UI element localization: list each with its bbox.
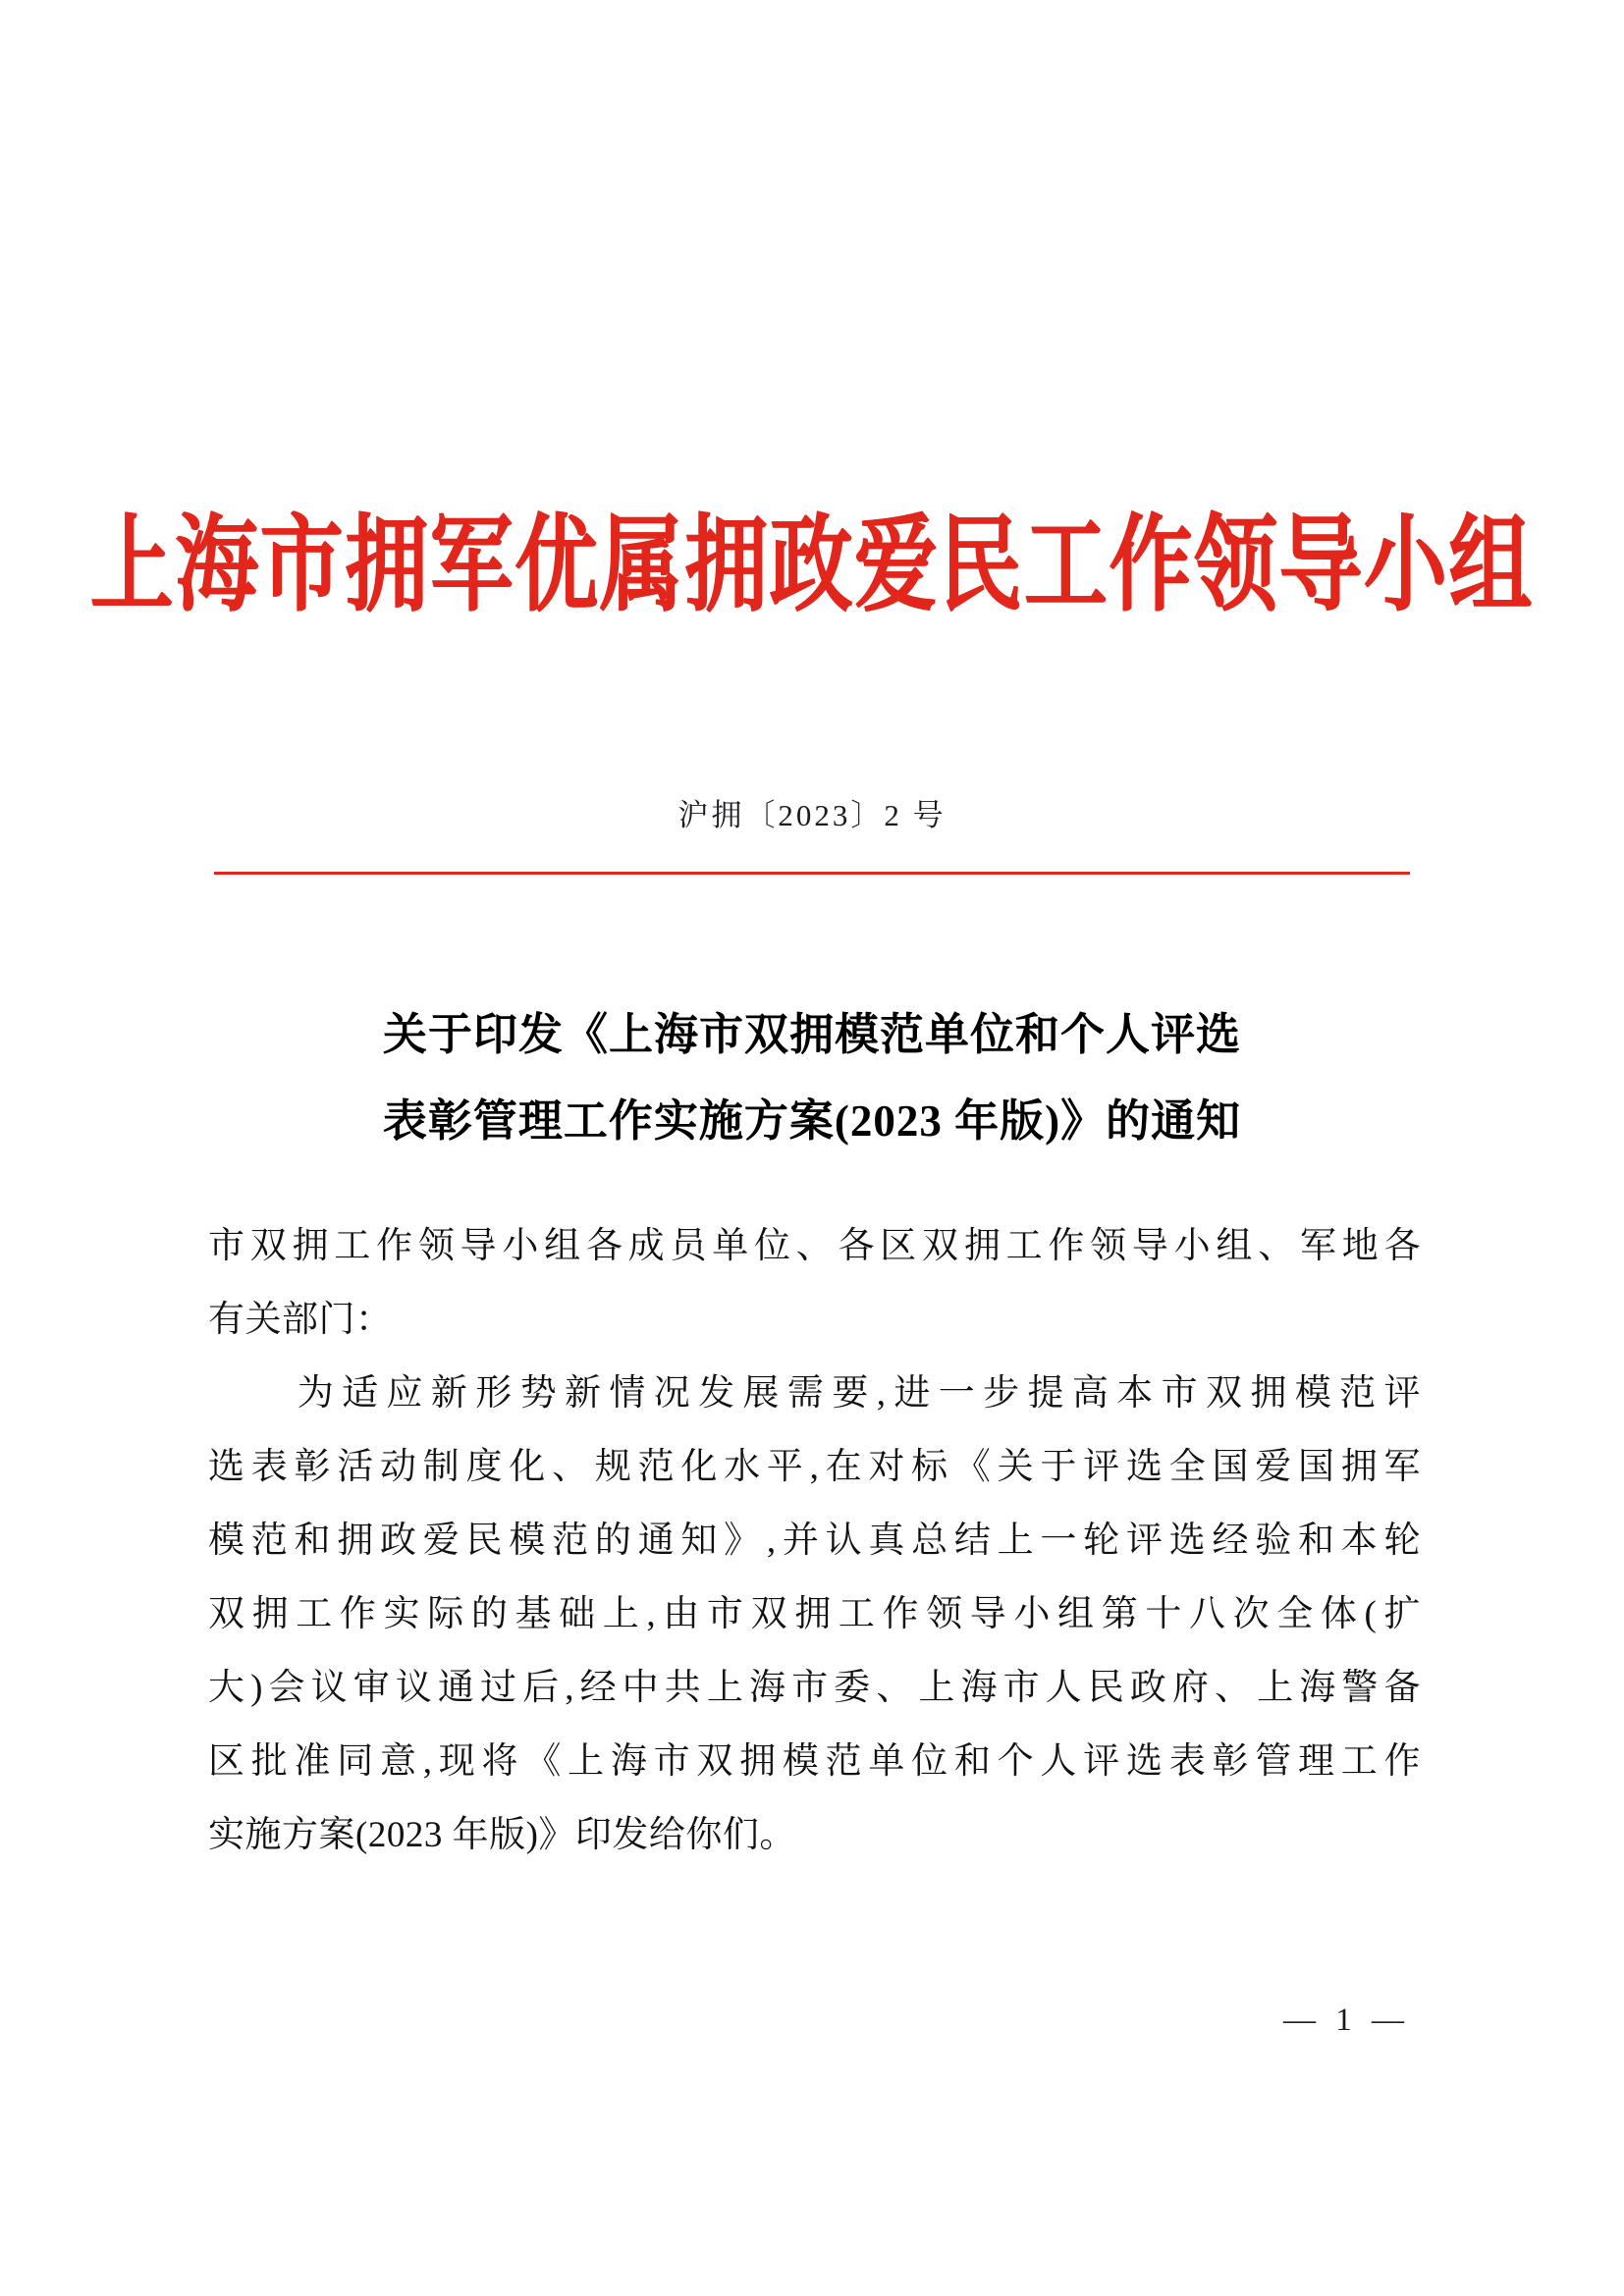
notice-title-line-2: 表彰管理工作实施方案(2023 年版)》的通知 [382,1096,1242,1146]
body-paragraph-line: 区批准同意,现将《上海市双拥模范单位和个人评选表彰管理工作 [208,1741,1421,1782]
body-paragraph-line: 大)会议审议通过后,经中共上海市委、上海市人民政府、上海警备 [208,1668,1421,1708]
page-number: — 1 — [1283,2002,1410,2038]
body-paragraph-line: 模范和拥政爱民模范的通知》,并认真总结上一轮评选经验和本轮 [208,1521,1421,1561]
notice-title [206,991,1418,1164]
body-paragraph-line: 实施方案(2023 年版)》印发给你们。 [208,1815,796,1855]
body-paragraph-line: 双拥工作实际的基础上,由市双拥工作领导小组第十八次全体(扩 [208,1594,1421,1634]
addressee-line-2: 有关部门： [208,1300,393,1340]
document-serial-number: 沪拥〔2023〕2 号 [677,798,947,832]
body-paragraph-line: 为适应新形势新情况发展需要,进一步提高本市双拥模范评 [208,1373,1421,1414]
addressee-line-1: 市双拥工作领导小组各成员单位、各区双拥工作领导小组、军地各 [208,1226,1421,1266]
document-body [208,1209,1421,1872]
notice-title-line-1: 关于印发《上海市双拥模范单位和个人评选 [382,1010,1241,1059]
red-separator-line [214,872,1410,875]
document-masthead [0,507,1624,624]
body-paragraph-line: 选表彰活动制度化、规范化水平,在对标《关于评选全国爱国拥军 [208,1447,1421,1487]
issuing-organization-title: 上海市拥军优属拥政爱民工作领导小组 [89,507,1535,624]
